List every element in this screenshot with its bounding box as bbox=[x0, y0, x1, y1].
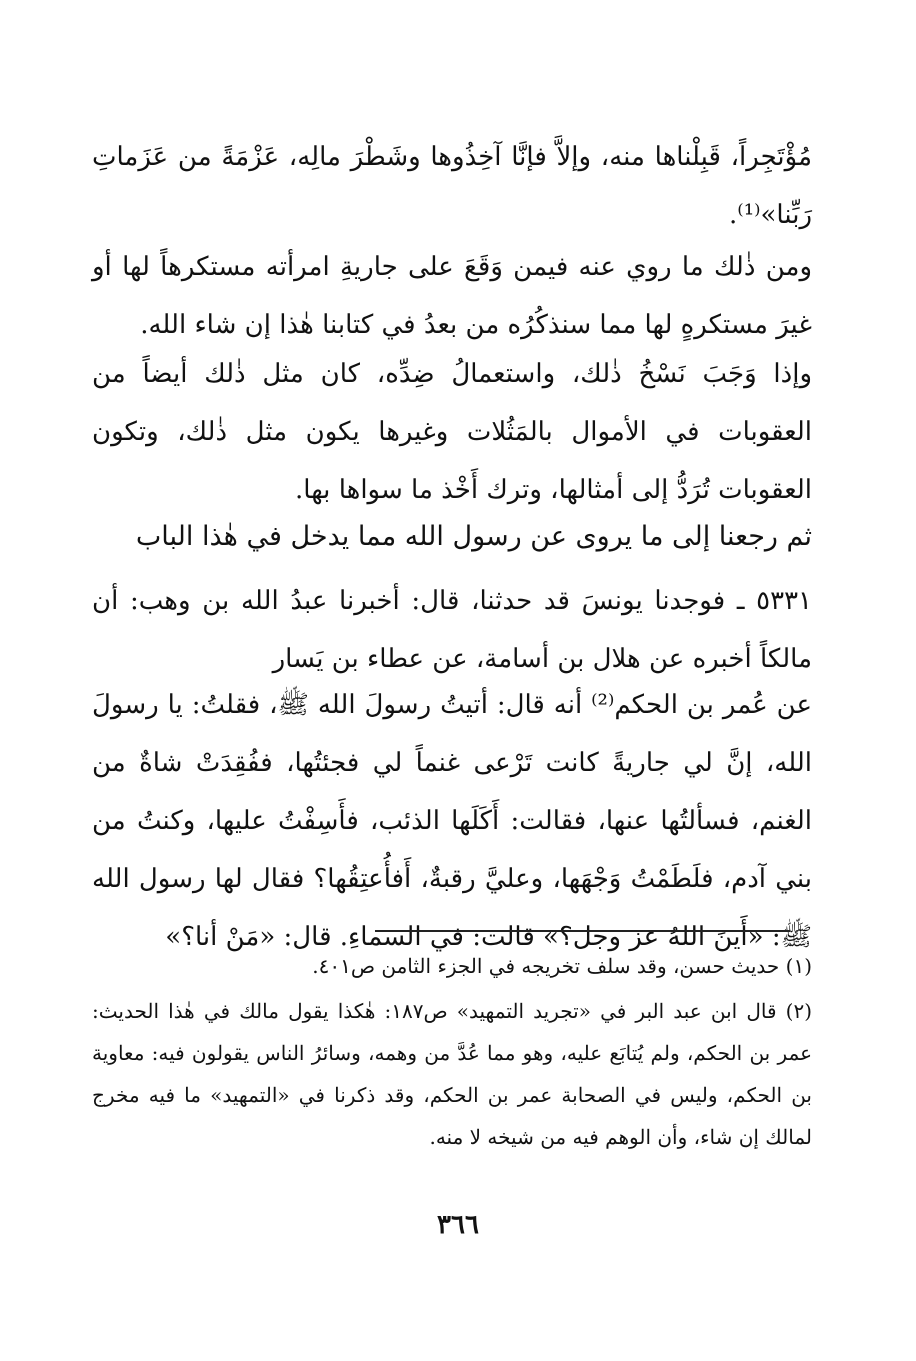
section-heading: ثم رجعنا إلى ما يروى عن رسول الله مما يدخل في هٰذا الباب bbox=[135, 521, 812, 552]
hadith-matn: عن عُمر بن الحكم⁽²⁾ أنه قال: أتيتُ رسولَ الله ﷺ، فقلتُ: يا رسولَ الله، إنَّ لي جاريةً كانت تَرْعى غنماً لي فجئتُها، ففُقِدَتْ شاةٌ من الغنم، فسألتُها عنها، فقالت: أَكَلَها الذئب، فأَسِفْتُ عليها، وكنتُ من بني آدم، فلَطَمْتُ وَجْهَها، وعليَّ رقبةٌ، أَفأُعتِقُها؟ فقال لها رسول الله ﷺ: «أَينَ اللهُ عز وجل؟» قالت: في السماءِ. قال: «مَنْ أنا؟» bbox=[92, 690, 812, 952]
footnote-separator bbox=[375, 930, 790, 932]
paragraph-continuation: مُؤْتَجِراً، قَبِلْناها منه، وإلاَّ فإنَّا آخِذُوها وشَطْرَ مالِه، عَزْمَةً من عَزَماتِ رَبِّنا»⁽¹⁾. bbox=[92, 142, 812, 230]
page-number: ٣٦٦ bbox=[437, 1210, 479, 1240]
hadith-isnad: ٥٣٣١ ـ فوجدنا يونسَ قد حدثنا، قال: أخبرنا عبدُ الله بن وهب: أن مالكاً أخبره عن هلال بن أسامة، عن عطاء بن يَسار bbox=[92, 586, 812, 674]
paragraph-abrogation: وإذا وَجَبَ نَسْخُ ذٰلك، واستعمالُ ضِدِّه، كان مثل ذٰلك أيضاً من العقوبات في الأموال بالمَثُلات وغيرها يكون مثل ذٰلك، وتكون العقوبات تُرَدُّ إلى أمثالها، وترك أَخْذ ما سواها بها. bbox=[92, 359, 812, 505]
footnote-2: (٢) قال ابن عبد البر في «تجريد التمهيد» ص١٨٧: هٰكذا يقول مالك في هٰذا الحديث: عمر بن الحكم، ولم يُتابَع عليه، وهو مما عُدَّ من وهمه، وسائرُ الناس يقولون فيه: معاوية بن الحكم، وليس في الصحابة عمر بن الحكم، وقد ذكرنا في «التمهيد» ما فيه مخرج لمالك إن شاء، وأن الوهم فيه من شيخه لا منه. bbox=[92, 999, 812, 1149]
paragraph-narration: ومن ذٰلك ما روي عنه فيمن وَقَعَ على جاريةِ امرأته مستكرهاً لها أو غيرَ مستكرهٍ لها مما سنذكُرُه من بعدُ في كتابنا هٰذا إن شاء الله. bbox=[92, 252, 812, 340]
footnote-1: (١) حديث حسن، وقد سلف تخريجه في الجزء الثامن ص٤٠١. bbox=[312, 954, 812, 978]
